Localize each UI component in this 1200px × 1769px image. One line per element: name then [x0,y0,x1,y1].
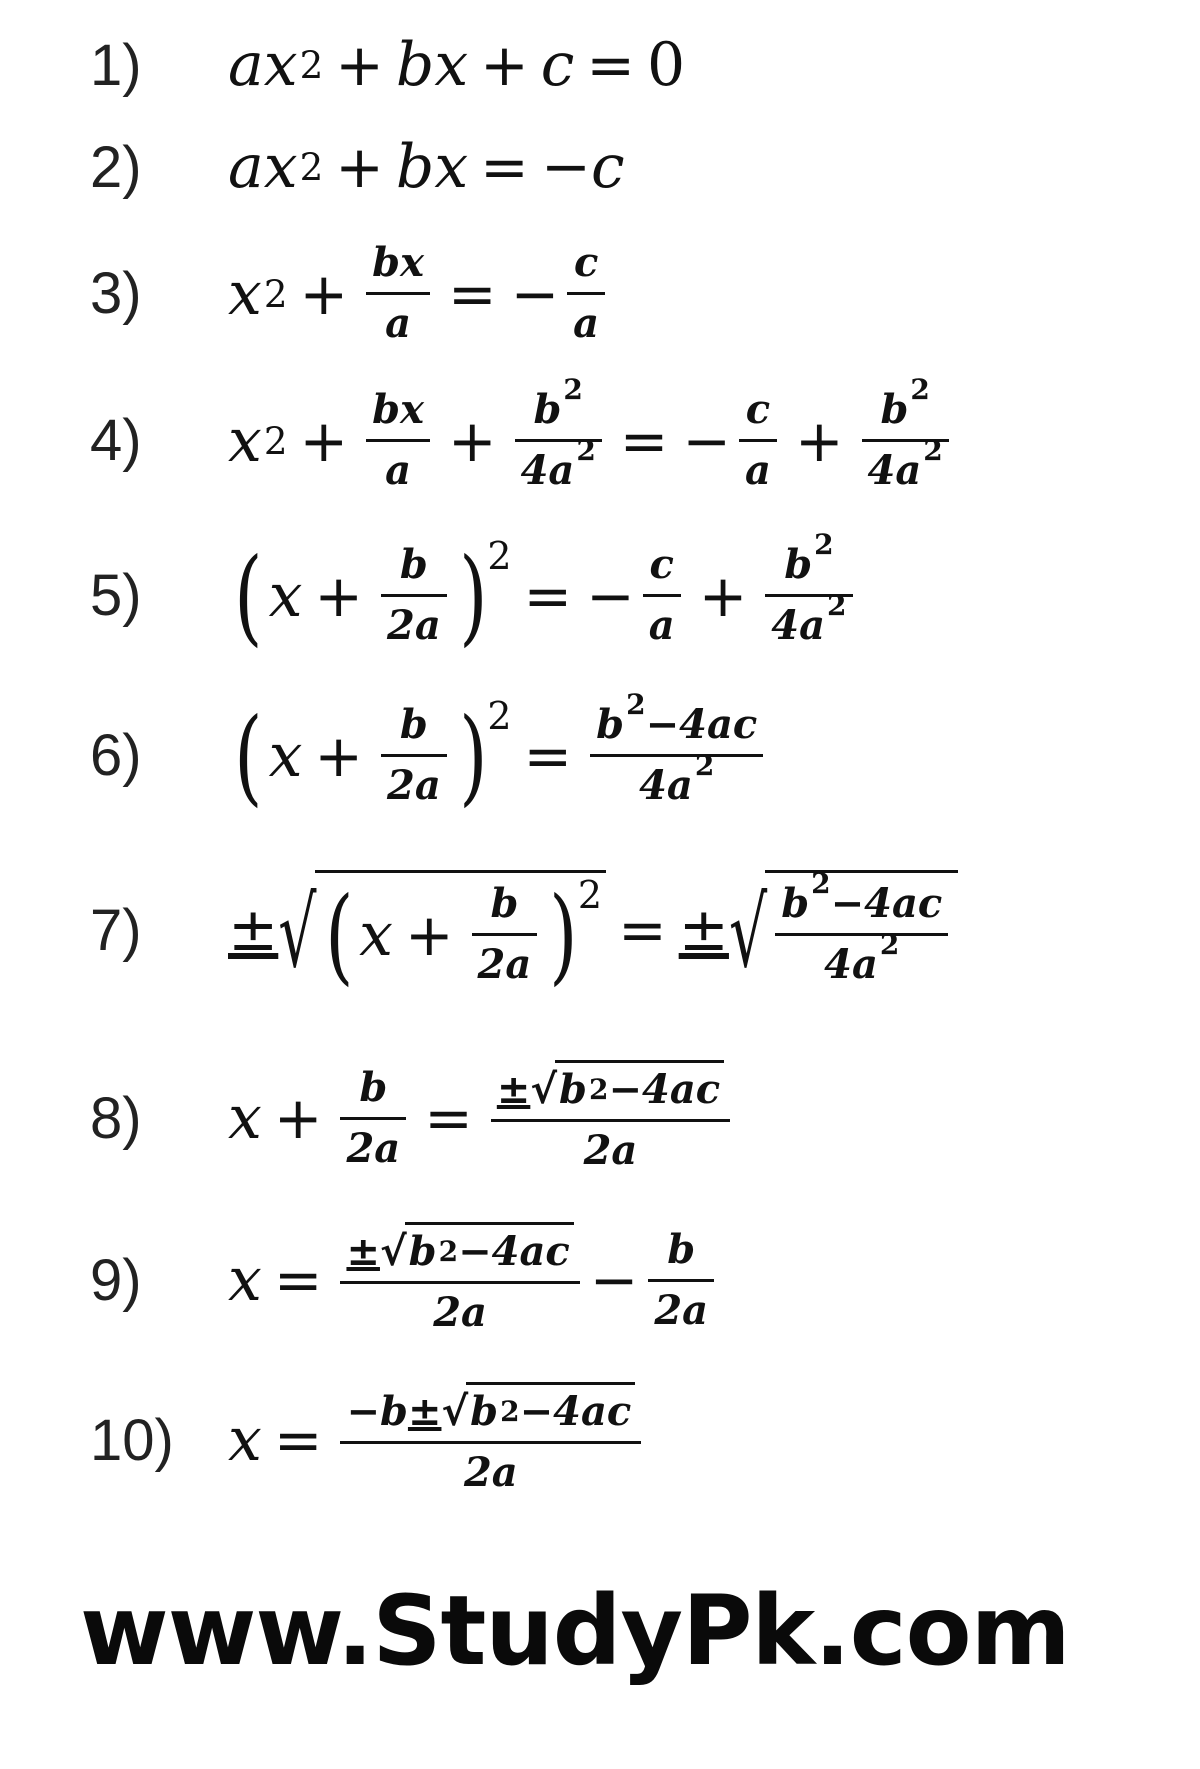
var-c: c [540,30,575,100]
var-b: b [784,541,813,588]
step-equation [228,1382,647,1498]
numerator [874,373,935,439]
radicand: b 2 −4ac [466,1382,635,1437]
exponent: 2 [576,434,596,468]
denominator [765,589,852,651]
var-b: b [559,1066,587,1113]
denominator: 2a [346,1124,401,1172]
plus-sign: + [794,406,844,475]
fraction-b2-over-4a2 [515,373,602,496]
exponent: 2 [814,528,834,562]
term-4a: 4a [867,447,922,494]
minus-sign: − [682,406,732,475]
numerator [527,373,588,439]
equals-sign: = [273,1246,323,1314]
numerator: b [667,1225,696,1273]
term-4a: 4a [824,941,878,988]
step-number: 10) [90,1407,174,1473]
plus-sign: + [480,31,529,99]
denominator: 2a [583,1127,638,1174]
term-neg-b: −b [346,1388,408,1435]
radicand: b 2 −4ac [405,1222,574,1277]
squared-group [228,534,512,657]
denominator: 2a [387,602,441,649]
var-x: x [268,720,303,791]
fraction-b2-over-4a2 [862,373,949,496]
plus-minus-sign: ± [228,895,279,965]
plus-minus-sign: ± [346,1229,380,1275]
equals-sign: = [480,133,529,201]
term-minus-4ac: −4ac [519,1388,632,1435]
plus-sign: + [299,259,349,328]
minus-sign: − [540,132,592,202]
denominator [862,434,949,496]
zero: 0 [646,30,686,100]
step-number: 9) [90,1247,142,1313]
var-x: x [263,30,298,100]
equals-sign: = [586,31,635,99]
minus-sign: − [589,1246,639,1314]
denominator: 2a [387,762,441,809]
plus-minus-sign: ± [407,1389,442,1435]
fraction-b-over-2a [381,700,447,811]
numerator: b [399,701,428,748]
var-x: x [228,405,262,476]
denominator [515,434,602,496]
fraction-discriminant-over-4a2 [590,688,763,811]
var-x: x [228,1405,262,1475]
exponent: 2 [811,867,831,901]
exponent: 2 [694,749,715,783]
step-equation: x 2 + $\frac{bx}{a}$ = − $\frac{c}{a}$ [228,238,611,349]
numerator [340,1382,641,1441]
step-10 [90,1382,647,1498]
step-4 [90,373,955,496]
denominator: 2a [654,1286,709,1334]
denominator: a [573,300,600,347]
var-x: x [228,1245,262,1315]
step-number: 6) [90,723,142,788]
term-minus-4ac: −4ac [830,880,943,927]
square-root [441,1382,635,1437]
fraction-c-over-a [643,540,681,651]
step-equation [228,688,769,817]
fraction-bx-over-a [366,385,430,496]
numerator: c [745,386,771,433]
step-number: 3) [90,261,142,326]
term-minus-4ac: −4ac [645,701,758,748]
denominator: 2a [433,1289,487,1336]
step-1 [90,30,685,100]
var-x: x [263,132,298,202]
square-root [728,867,958,990]
var-a: a [228,30,264,100]
fraction-b-over-2a [648,1225,714,1336]
denominator: a [745,447,771,494]
exponent: 2 [923,434,943,468]
minus-sign: − [510,259,560,328]
var-b: b [596,701,625,748]
quadratic-formula-fraction [340,1382,641,1498]
exponent: 2 [879,928,900,962]
step-equation [228,1060,736,1176]
step-number: 7) [90,897,142,963]
plus-sign: + [335,31,384,99]
term-minus-4ac: −4ac [458,1228,570,1275]
radical-icon: √ [379,1229,407,1275]
plus-sign: + [698,561,748,630]
exponent: 2 [487,694,512,738]
equals-sign: = [424,1084,473,1152]
step-number: 2) [90,134,142,200]
step-number: 8) [90,1085,142,1151]
denominator [633,749,720,811]
square-root [278,870,606,996]
equals-sign: = [447,259,497,328]
right-paren: ) [458,534,488,657]
var-a: a [228,132,264,202]
numerator [775,867,948,933]
term-bx: bx [395,30,469,100]
equals-sign: = [619,406,669,475]
numerator [491,1060,730,1119]
radicand [765,867,958,990]
denominator: a [385,447,411,494]
step-equation: a x 2 + bx = − c [228,132,625,202]
step-9 [90,1222,720,1338]
var-x: x [228,1083,262,1153]
left-paren: ( [234,694,263,817]
numerator: bx [372,239,424,286]
plus-sign: + [404,900,454,969]
equals-sign: = [523,561,573,630]
numerator: c [649,541,674,588]
numerator: b [399,541,428,588]
radical-icon: √ [441,1389,469,1435]
square-root [380,1222,574,1277]
plus-minus-sign: ± [496,1067,531,1113]
denominator: 2a [463,1449,518,1496]
step-number: 1) [90,32,142,98]
exponent: 2 [626,688,646,722]
plus-sign: + [299,406,349,475]
right-paren: ) [549,873,578,996]
square-root [530,1060,724,1115]
numerator: bx [372,386,424,433]
equals-sign: = [273,1406,323,1474]
numerator: b [490,880,519,927]
var-x: x [359,899,393,970]
fraction-root-over-2a [491,1060,730,1176]
step-equation: x 2 + $\frac{bx}{a}$ + $\frac{b^2}{4a^2}$ = − $\frac{c}{a}$ + $\frac{b^2}{4a^2}$ [228,385,955,496]
exponent: 2 [563,373,583,407]
var-b: b [781,880,810,927]
step-6 [90,688,769,817]
numerator [340,1222,579,1281]
plus-sign: + [335,133,384,201]
step-3 [90,238,611,349]
var-x: x [268,560,303,631]
fraction-bx-over-a [366,238,430,349]
term-bx: bx [395,132,469,202]
var-b: b [880,386,909,433]
var-b: b [470,1388,499,1435]
numerator: b [359,1063,388,1111]
term-4a: 4a [639,762,693,809]
radicand [315,870,607,996]
fraction-discriminant-over-4a2 [775,867,948,990]
plus-sign: + [314,721,364,790]
denominator [818,928,905,990]
step-equation [228,528,859,657]
numerator [778,528,839,594]
exponent: 2 [827,589,847,623]
fraction-root-over-2a [340,1222,579,1338]
step-equation [228,1222,720,1338]
plus-sign: + [314,561,364,630]
exponent: 2 [910,373,930,407]
step-equation: a x 2 + bx + c = 0 [228,30,686,100]
radical-icon: √ [530,1067,558,1113]
plus-sign: + [447,406,497,475]
step-number: 4) [90,408,142,473]
site-url-footer: www.StudyPk.com [80,1575,1070,1687]
step-number: 5) [90,563,142,628]
equals-sign: = [523,721,573,790]
squared-group [228,694,512,817]
radical-icon: √ [728,878,768,990]
radicand: b 2 −4ac [555,1060,724,1115]
denominator: 2a [477,941,532,988]
fraction-c-over-a [567,238,605,349]
var-x: x [228,258,262,329]
fraction-b-over-2a [472,879,538,990]
term-4a: 4a [771,602,826,649]
var-c: c [591,132,625,202]
fraction-c-over-a [739,385,777,496]
exponent: 2 [487,534,512,578]
denominator: a [385,300,411,347]
var-b: b [408,1228,437,1275]
radical-icon: √ [278,878,317,990]
minus-sign: − [586,561,635,630]
left-paren: ( [324,873,354,996]
numerator: c [573,239,599,286]
fraction-b-over-2a [381,540,447,651]
fraction-b2-over-4a2 [765,528,852,651]
step-7 [90,867,958,996]
step-8 [90,1060,736,1176]
step-2 [90,132,625,202]
numerator [590,688,763,754]
term-minus-4ac: −4ac [608,1066,721,1113]
equals-sign: = [618,896,667,964]
fraction-b-over-2a [340,1063,406,1174]
term-4a: 4a [520,447,575,494]
denominator: a [648,602,675,649]
plus-sign: + [273,1084,323,1152]
var-b: b [533,386,562,433]
step-equation [228,867,958,996]
step-5 [90,528,859,657]
plus-minus-sign: ± [678,895,729,965]
right-paren: ) [458,694,488,817]
left-paren: ( [234,534,263,657]
exponent: 2 [577,873,603,917]
